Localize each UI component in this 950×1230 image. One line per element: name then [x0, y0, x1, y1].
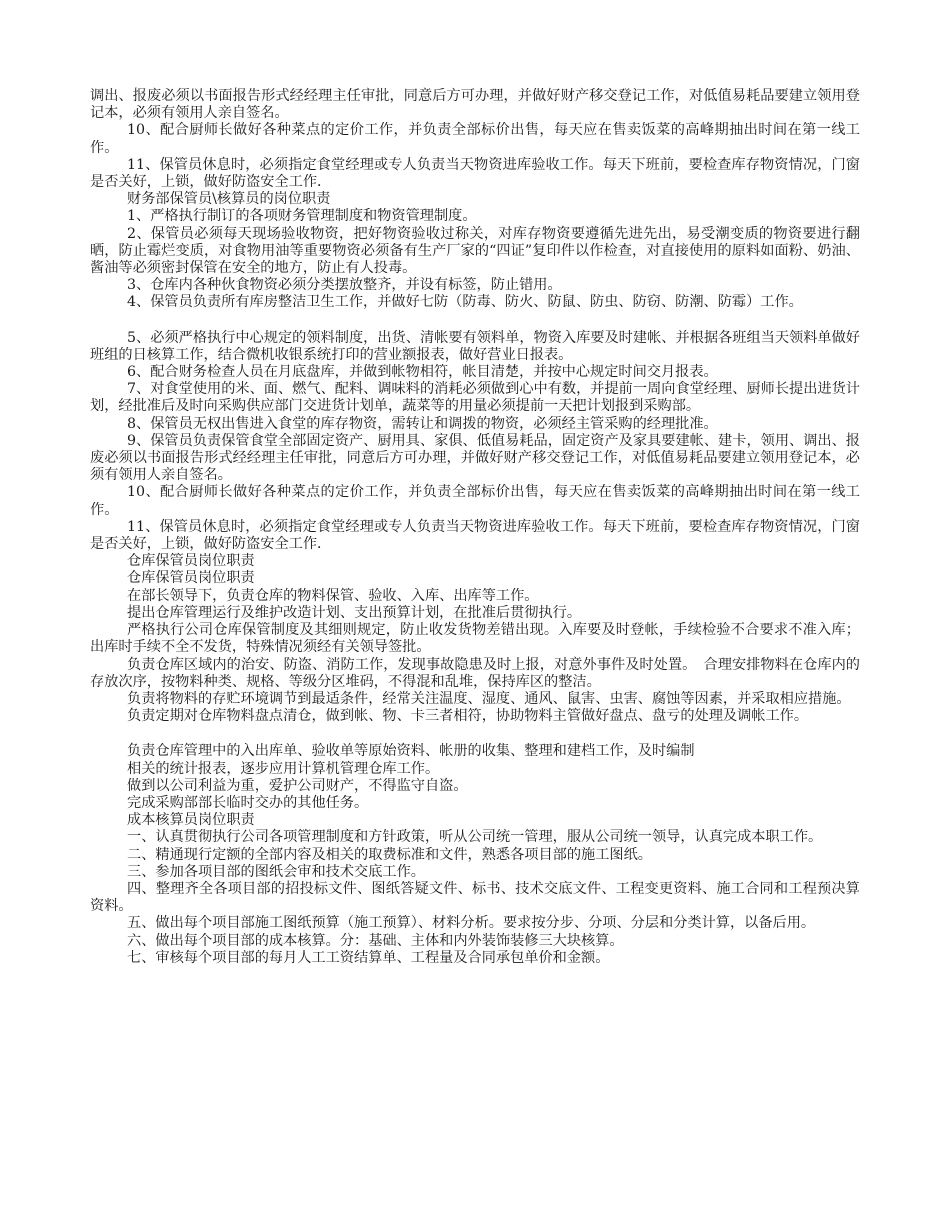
paragraph: 负责仓库管理中的入出库单、验收单等原始资料、帐册的收集、整理和建档工作，及时编制	[127, 743, 695, 760]
paragraph: 在部长领导下，负责仓库的物料保管、验收、入库、出库等工作。	[127, 587, 539, 604]
section-heading: 成本核算员岗位职责	[127, 812, 255, 829]
paragraph: 六、做出每个项目部的成本核算。分：基础、主体和内外装饰装修三大块核算。	[127, 932, 624, 949]
paragraph: 相关的统计报表，逐步应用计算机管理仓库工作。	[127, 760, 440, 777]
paragraph: 11、保管员休息时，必须指定食堂经理或专人负责当天物资进库验收工作。每天下班前，要检查库存物资情况，门窗是否关好，上锁，做好防盗安全工作．	[90, 518, 860, 553]
section-heading: 财务部保管员\核算员的岗位职责	[127, 191, 331, 208]
paragraph: 负责仓库区域内的治安、防盗、消防工作，发现事故隐患及时上报，对意外事件及时处置。 合理安排物料在仓库内的存放次序，按物料种类、规格、等级分区堆码，不得混和乱堆，保持库区的整洁。	[90, 656, 860, 690]
paragraph: 10、配合厨师长做好各种菜点的定价工作，并负责全部标价出售，每天应在售卖饭菜的高峰期抽出时间在第一线工作。	[90, 122, 860, 156]
section-heading: 仓库保管员岗位职责	[127, 553, 255, 570]
paragraph: 七、审核每个项目部的每月人工工资结算单、工程量及合同承包单价和金额。	[127, 949, 610, 966]
blank-line	[90, 725, 860, 743]
paragraph: 2、保管员必须每天现场验收物资，把好物资验收过称关，对库存物资要遵循先进先出，易受潮变质的物资要进行翻晒，防止霉烂变质，对食物用油等重要物资必须备有生产厂家的“四证”复印件以作检查，对直接使用的原料如面粉、奶油、酱油等必须密封保管在安全的地方，防止有人投毒。	[90, 225, 860, 277]
paragraph: 负责定期对仓库物料盘点清仓，做到帐、物、卡三者相符，协助物料主管做好盘点、盘亏的处理及调帐工作。	[127, 708, 809, 725]
blank-line	[90, 312, 860, 330]
paragraph: 9、保管员负责保管食堂全部固定资产、厨用具、家俱、低值易耗品，固定资产及家具要建帐、建卡，领用、调出、报废必须以书面报告形式经经理主任审批，同意后方可办理，并做好财产移交登记工作，对低值易耗品要建立领用登记本，必须有领用人亲自签名。	[90, 432, 860, 484]
paragraph: 调出、报废必须以书面报告形式经经理主任审批，同意后方可办理，并做好财产移交登记工作，对低值易耗品要建立领用登记本，必须有领用人亲自签名。	[90, 88, 860, 122]
paragraph: 二、精通现行定额的全部内容及相关的取费标准和文件，熟悉各项目部的施工图纸。	[127, 846, 652, 863]
paragraph: 完成采购部部长临时交办的其他任务。	[127, 794, 369, 811]
paragraph: 5、必须严格执行中心规定的领料制度，出货、清帐要有领料单，物资入库要及时建帐、并根据各班组当天领料单做好班组的日核算工作，结合微机收银系统打印的营业额报表，做好营业日报表。	[90, 329, 860, 363]
paragraph: 四、整理齐全各项目部的招投标文件、图纸答疑文件、标书、技术交底文件、工程变更资料、施工合同和工程预决算资料。	[90, 880, 860, 915]
document-page	[90, 88, 860, 967]
paragraph: 10、配合厨师长做好各种菜点的定价工作，并负责全部标价出售，每天应在售卖饭菜的高峰期抽出时间在第一线工作。	[90, 484, 860, 518]
paragraph: 严格执行公司仓库保管制度及其细则规定，防止收发货物差错出现。入库要及时登帐，手续检验不合要求不准入库；出库时手续不全不发货，特殊情况须经有关领导签批。	[90, 622, 860, 656]
paragraph: 3、仓库内各种伙食物资必须分类摆放整齐，并设有标签，防止错用。	[127, 277, 562, 294]
paragraph: 11、保管员休息时，必须指定食堂经理或专人负责当天物资进库验收工作。每天下班前，要检查库存物资情况，门窗是否关好，上锁，做好防盗安全工作．	[90, 156, 860, 191]
paragraph: 6、配合财务检查人员在月底盘库，并做到帐物相符，帐目清楚，并按中心规定时间交月报表。	[127, 364, 718, 381]
paragraph: 三、参加各项目部的图纸会审和技术交底工作。	[127, 863, 425, 880]
paragraph: 做到以公司利益为重，爱护公司财产，不得监守自盗。	[127, 777, 468, 794]
paragraph: 1、严格执行制订的各项财务管理制度和物资管理制度。	[127, 208, 477, 225]
paragraph: 一、认真贯彻执行公司各项管理制度和方针政策，听从公司统一管理，服从公司统一领导，认真完成本职工作。	[127, 829, 823, 846]
paragraph: 8、保管员无权出售进入食堂的库存物资，需转让和调拨的物资，必须经主管采购的经理批准。	[127, 415, 718, 432]
paragraph: 4、保管员负责所有库房整洁卫生工作，并做好七防（防毒、防火、防鼠、防虫、防窃、防潮、防霉）工作。	[127, 294, 803, 311]
paragraph: 五、做出每个项目部施工图纸预算（施工预算）、材料分析。要求按分步、分项、分层和分类计算，以备后用。	[127, 915, 816, 932]
paragraph: 负责将物料的存贮环境调节到最适条件，经常关注温度、湿度、通风、鼠害、虫害、腐蚀等因素，并采取相应措施。	[127, 690, 851, 707]
paragraph: 提出仓库管理运行及维护改造计划、支出预算计划，在批准后贯彻执行。	[127, 604, 582, 621]
paragraph: 7、对食堂使用的米、面、燃气、配料、调味料的消耗必须做到心中有数，并提前一周向食堂经理、厨师长提出进货计划，经批准后及时向采购供应部门交进货计划单，蔬菜等的用量必须提前一天把计划报到采购部。	[90, 381, 860, 415]
section-heading: 仓库保管员岗位职责	[127, 570, 255, 587]
